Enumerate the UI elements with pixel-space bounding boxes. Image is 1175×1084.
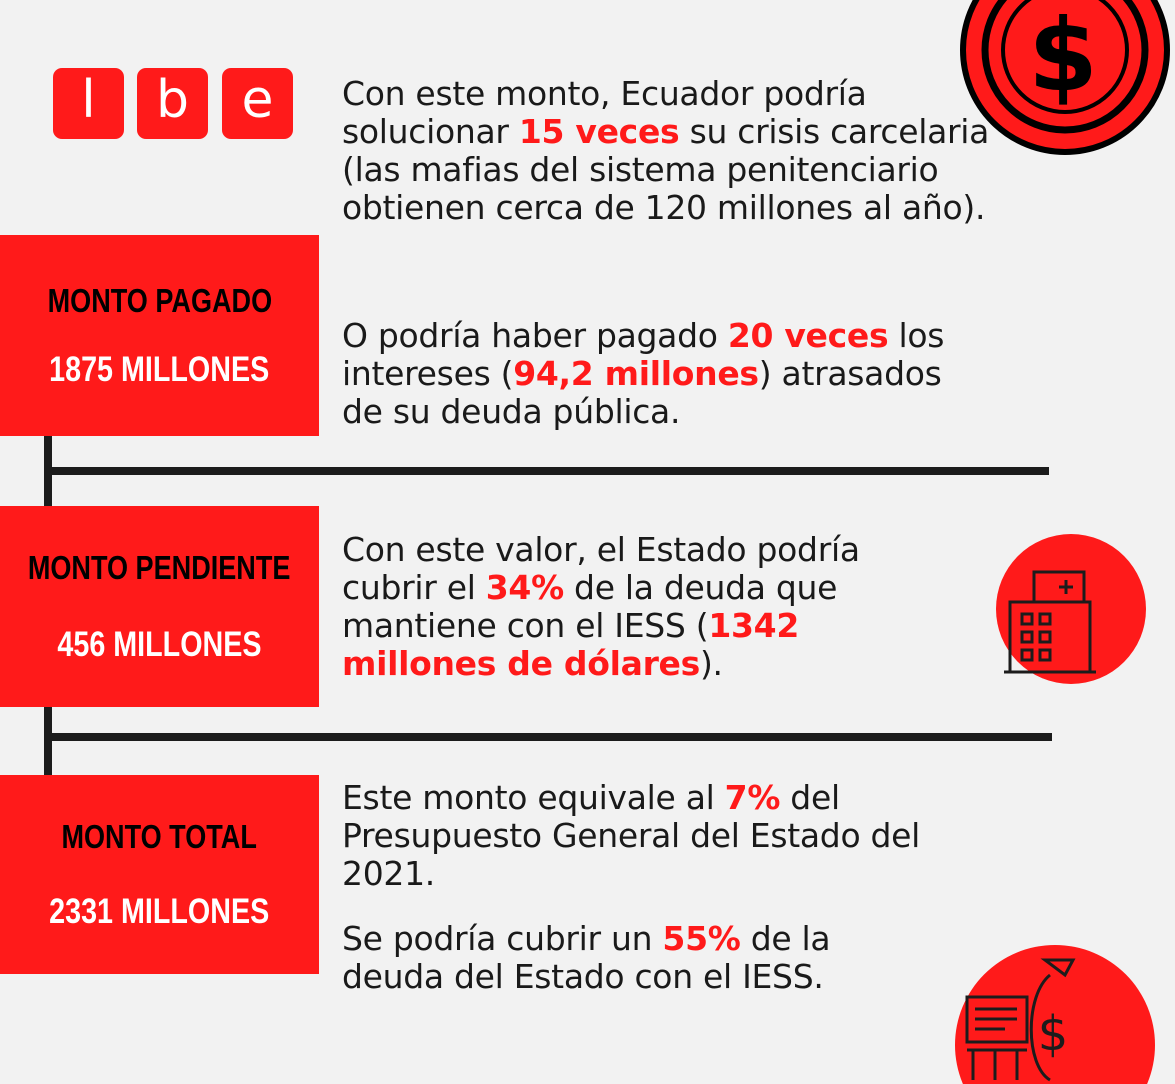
section-title: MONTO PAGADO	[47, 281, 272, 319]
paragraph-text: ).	[699, 644, 723, 683]
section-3-paragraph-1	[342, 779, 962, 893]
monto-pendiente-box	[0, 506, 319, 707]
paragraph-text: del Presupuesto General del Estado del 2021.	[342, 778, 921, 893]
paragraph-text: O podría haber pagado	[342, 316, 728, 355]
paragraph-text: de la deuda que mantiene con el IESS (	[342, 568, 838, 645]
logo-letter-e: e	[222, 68, 293, 139]
highlight-text: 55%	[662, 919, 741, 958]
section-value: 2331 MILLONES	[49, 891, 270, 931]
paragraph-text: su crisis carcelaria (las mafias del sistema penitenciario obtienen cerca de 120 millones al año).	[342, 112, 990, 227]
hospital-icon	[996, 534, 1146, 684]
highlight-text: 20 veces	[727, 316, 889, 355]
svg-text:$: $	[1037, 1006, 1069, 1062]
divider-line	[44, 733, 1052, 741]
paragraph-text: los intereses (	[342, 316, 945, 393]
highlight-text: 94,2 millones	[513, 354, 759, 393]
section-title: MONTO PENDIENTE	[28, 548, 291, 586]
section-3-paragraph-2	[342, 920, 942, 996]
monto-pagado-box	[0, 235, 319, 436]
section-value: 1875 MILLONES	[49, 349, 270, 389]
highlight-text: 34%	[485, 568, 564, 607]
section-value: 456 MILLONES	[57, 624, 262, 664]
logo-letter-b: b	[137, 68, 208, 139]
highlight-text: 1342 millones de dólares	[342, 606, 799, 683]
svg-text:$: $	[1028, 0, 1098, 114]
highlight-text: 7%	[724, 778, 781, 817]
monto-total-box	[0, 775, 319, 974]
highlight-text: 15 veces	[518, 112, 680, 151]
section-title: MONTO TOTAL	[61, 817, 258, 855]
paragraph-text: Con este monto, Ecuador podría solucionar	[342, 74, 867, 151]
connector-vertical	[44, 707, 52, 775]
paragraph-text: Con este valor, el Estado podría cubrir el	[342, 530, 860, 607]
section-2-paragraph-1	[342, 531, 962, 683]
logo-letter-l: l	[53, 68, 124, 139]
paragraph-text: Se podría cubrir un	[342, 919, 663, 958]
divider-line	[44, 467, 1049, 475]
section-1-paragraph-1	[342, 75, 1032, 227]
paragraph-text: Este monto equivale al	[342, 778, 725, 817]
paragraph-text: de la deuda del Estado con el IESS.	[342, 919, 831, 996]
paragraph-text: ) atrasados de su deuda pública.	[342, 354, 942, 431]
section-1-paragraph-2	[342, 317, 982, 431]
money-bag-check-icon	[955, 945, 1080, 1080]
